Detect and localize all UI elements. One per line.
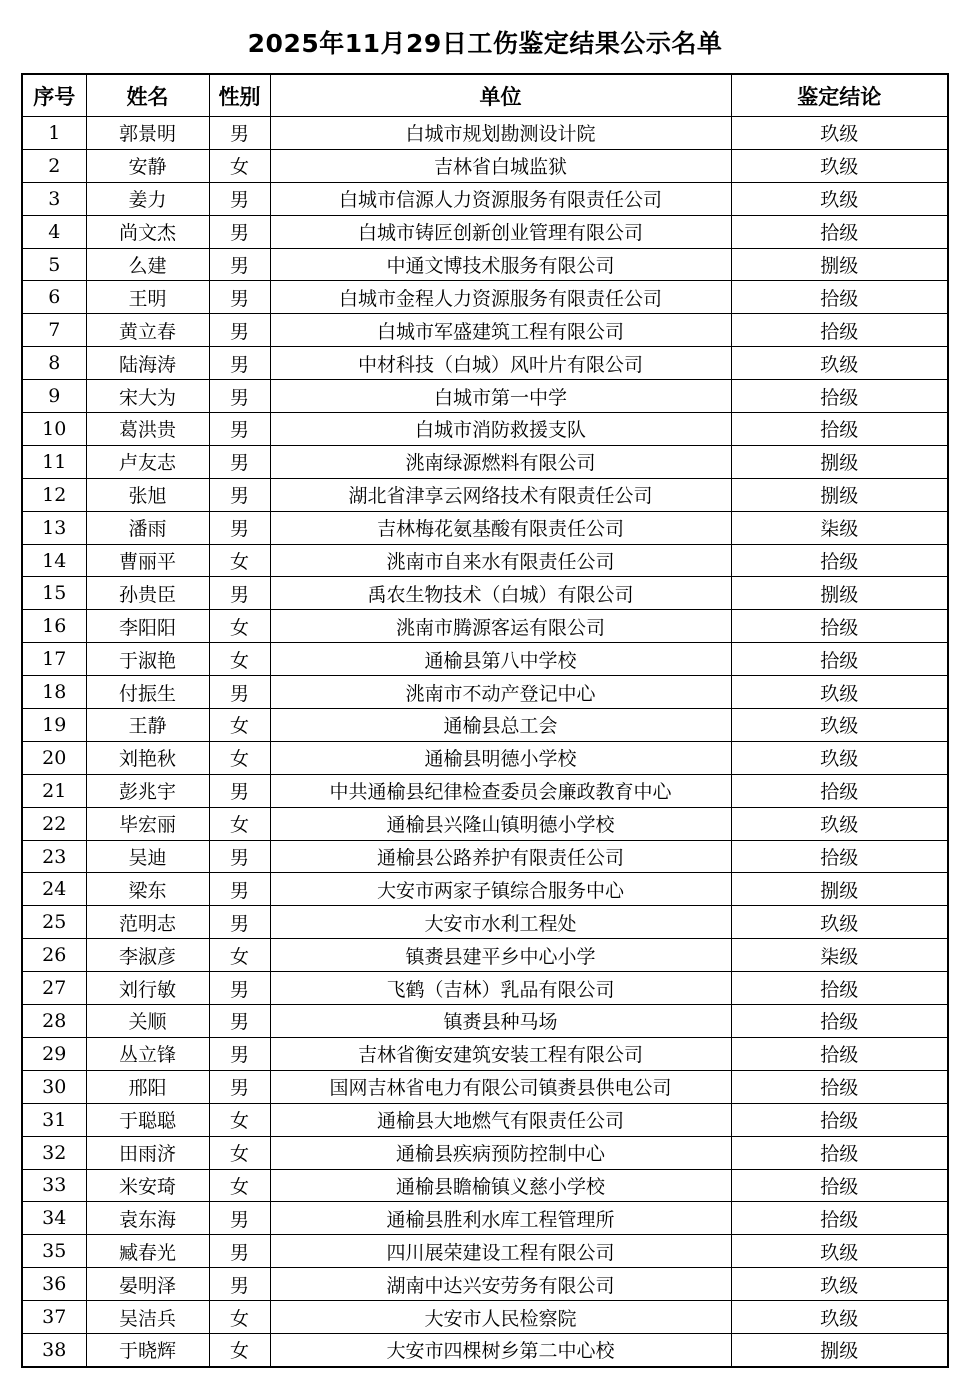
cell-name: 米安琦	[86, 1169, 209, 1202]
cell-gender: 女	[209, 149, 270, 182]
cell-gender: 男	[209, 281, 270, 314]
cell-gender: 男	[209, 840, 270, 873]
cell-gender: 男	[209, 248, 270, 281]
cell-unit: 禹农生物技术（白城）有限公司	[270, 577, 731, 610]
cell-name: 李阳阳	[86, 610, 209, 643]
cell-unit: 国网吉林省电力有限公司镇赉县供电公司	[270, 1070, 731, 1103]
cell-gender: 男	[209, 774, 270, 807]
cell-no: 35	[22, 1235, 86, 1268]
table-row	[22, 610, 948, 643]
cell-name: 刘艳秋	[86, 741, 209, 774]
table-row	[22, 577, 948, 610]
cell-no: 27	[22, 972, 86, 1005]
cell-name: 李淑彦	[86, 939, 209, 972]
cell-gender: 女	[209, 610, 270, 643]
cell-gender: 女	[209, 643, 270, 676]
cell-result: 玖级	[731, 149, 948, 182]
cell-unit: 吉林省衡安建筑安装工程有限公司	[270, 1037, 731, 1070]
table-row	[22, 380, 948, 413]
cell-unit: 通榆县第八中学校	[270, 643, 731, 676]
cell-unit: 四川展荣建设工程有限公司	[270, 1235, 731, 1268]
cell-name: 安静	[86, 149, 209, 182]
cell-name: 臧春光	[86, 1235, 209, 1268]
table-row	[22, 906, 948, 939]
cell-result: 捌级	[731, 478, 948, 511]
table-row	[22, 478, 948, 511]
page-title: 2025年11月29日工伤鉴定结果公示名单	[247, 29, 723, 58]
cell-gender: 男	[209, 1037, 270, 1070]
cell-no: 34	[22, 1202, 86, 1235]
cell-unit: 白城市军盛建筑工程有限公司	[270, 314, 731, 347]
cell-no: 32	[22, 1136, 86, 1169]
table-row	[22, 1202, 948, 1235]
column-header-no: 序号	[22, 74, 86, 117]
cell-name: 吴迪	[86, 840, 209, 873]
cell-result: 拾级	[731, 1202, 948, 1235]
cell-unit: 镇赉县种马场	[270, 1005, 731, 1038]
cell-no: 30	[22, 1070, 86, 1103]
cell-unit: 湖南中达兴安劳务有限公司	[270, 1268, 731, 1301]
cell-result: 玖级	[731, 347, 948, 380]
cell-name: 卢友志	[86, 445, 209, 478]
cell-no: 19	[22, 709, 86, 742]
cell-unit: 洮南市不动产登记中心	[270, 676, 731, 709]
table-row	[22, 314, 948, 347]
cell-no: 31	[22, 1103, 86, 1136]
cell-name: 关顺	[86, 1005, 209, 1038]
cell-result: 柒级	[731, 511, 948, 544]
cell-gender: 男	[209, 1070, 270, 1103]
cell-gender: 男	[209, 1202, 270, 1235]
cell-gender: 男	[209, 117, 270, 150]
cell-no: 7	[22, 314, 86, 347]
cell-name: 王明	[86, 281, 209, 314]
cell-result: 捌级	[731, 577, 948, 610]
column-header-name: 姓名	[86, 74, 209, 117]
cell-result: 捌级	[731, 1333, 948, 1366]
table-row	[22, 939, 948, 972]
cell-no: 33	[22, 1169, 86, 1202]
cell-result: 玖级	[731, 709, 948, 742]
table-row	[22, 281, 948, 314]
table-body	[22, 117, 948, 1367]
cell-unit: 白城市规划勘测设计院	[270, 117, 731, 150]
table-row	[22, 840, 948, 873]
cell-unit: 白城市金程人力资源服务有限责任公司	[270, 281, 731, 314]
cell-no: 5	[22, 248, 86, 281]
cell-name: 袁东海	[86, 1202, 209, 1235]
cell-gender: 女	[209, 1169, 270, 1202]
column-header-unit: 单位	[270, 74, 731, 117]
table-row	[22, 741, 948, 774]
cell-result: 柒级	[731, 939, 948, 972]
cell-result: 拾级	[731, 215, 948, 248]
cell-no: 26	[22, 939, 86, 972]
table-row	[22, 149, 948, 182]
cell-gender: 男	[209, 215, 270, 248]
cell-result: 拾级	[731, 1103, 948, 1136]
cell-gender: 男	[209, 1005, 270, 1038]
table-row	[22, 215, 948, 248]
cell-unit: 通榆县疾病预防控制中心	[270, 1136, 731, 1169]
cell-result: 拾级	[731, 380, 948, 413]
cell-no: 2	[22, 149, 86, 182]
cell-unit: 洮南市腾源客运有限公司	[270, 610, 731, 643]
table-row	[22, 807, 948, 840]
cell-no: 3	[22, 182, 86, 215]
cell-no: 17	[22, 643, 86, 676]
cell-name: 宋大为	[86, 380, 209, 413]
cell-no: 4	[22, 215, 86, 248]
cell-unit: 中材科技（白城）风叶片有限公司	[270, 347, 731, 380]
cell-no: 14	[22, 544, 86, 577]
table-row	[22, 347, 948, 380]
cell-unit: 通榆县公路养护有限责任公司	[270, 840, 731, 873]
table-header-row	[22, 74, 948, 117]
cell-result: 玖级	[731, 1301, 948, 1334]
cell-no: 9	[22, 380, 86, 413]
cell-name: 范明志	[86, 906, 209, 939]
cell-unit: 通榆县大地燃气有限责任公司	[270, 1103, 731, 1136]
table-row	[22, 774, 948, 807]
cell-result: 玖级	[731, 807, 948, 840]
cell-result: 捌级	[731, 873, 948, 906]
cell-unit: 大安市水利工程处	[270, 906, 731, 939]
cell-name: 潘雨	[86, 511, 209, 544]
table-row	[22, 445, 948, 478]
cell-no: 37	[22, 1301, 86, 1334]
cell-name: 于聪聪	[86, 1103, 209, 1136]
cell-name: 郭景明	[86, 117, 209, 150]
cell-unit: 通榆县瞻榆镇义慈小学校	[270, 1169, 731, 1202]
cell-name: 姜力	[86, 182, 209, 215]
results-table	[21, 73, 949, 1368]
cell-no: 13	[22, 511, 86, 544]
table-row	[22, 413, 948, 446]
cell-result: 拾级	[731, 1037, 948, 1070]
cell-gender: 男	[209, 445, 270, 478]
table-row	[22, 1005, 948, 1038]
cell-name: 么建	[86, 248, 209, 281]
table-row	[22, 676, 948, 709]
table-row	[22, 873, 948, 906]
cell-no: 11	[22, 445, 86, 478]
cell-result: 拾级	[731, 1070, 948, 1103]
cell-unit: 大安市人民检察院	[270, 1301, 731, 1334]
cell-gender: 女	[209, 807, 270, 840]
cell-unit: 通榆县胜利水库工程管理所	[270, 1202, 731, 1235]
cell-no: 8	[22, 347, 86, 380]
table-row	[22, 544, 948, 577]
table-row	[22, 248, 948, 281]
cell-gender: 男	[209, 1268, 270, 1301]
cell-result: 玖级	[731, 1268, 948, 1301]
cell-result: 拾级	[731, 281, 948, 314]
cell-unit: 飞鹤（吉林）乳品有限公司	[270, 972, 731, 1005]
cell-unit: 洮南绿源燃料有限公司	[270, 445, 731, 478]
cell-no: 10	[22, 413, 86, 446]
cell-name: 田雨济	[86, 1136, 209, 1169]
cell-no: 12	[22, 478, 86, 511]
cell-gender: 女	[209, 544, 270, 577]
cell-no: 22	[22, 807, 86, 840]
cell-unit: 大安市四棵树乡第二中心校	[270, 1333, 731, 1366]
cell-result: 玖级	[731, 906, 948, 939]
column-header-result: 鉴定结论	[731, 74, 948, 117]
cell-name: 彭兆宇	[86, 774, 209, 807]
cell-result: 玖级	[731, 676, 948, 709]
table-row	[22, 1301, 948, 1334]
cell-name: 孙贵臣	[86, 577, 209, 610]
cell-unit: 大安市两家子镇综合服务中心	[270, 873, 731, 906]
cell-unit: 白城市铸匠创新创业管理有限公司	[270, 215, 731, 248]
cell-unit: 通榆县明德小学校	[270, 741, 731, 774]
cell-name: 黄立春	[86, 314, 209, 347]
cell-result: 玖级	[731, 182, 948, 215]
cell-no: 18	[22, 676, 86, 709]
table-row	[22, 1037, 948, 1070]
cell-gender: 女	[209, 1103, 270, 1136]
cell-result: 拾级	[731, 774, 948, 807]
cell-result: 捌级	[731, 445, 948, 478]
cell-name: 付振生	[86, 676, 209, 709]
cell-unit: 湖北省津享云网络技术有限责任公司	[270, 478, 731, 511]
cell-no: 20	[22, 741, 86, 774]
cell-name: 于淑艳	[86, 643, 209, 676]
cell-result: 拾级	[731, 972, 948, 1005]
cell-gender: 男	[209, 511, 270, 544]
cell-result: 玖级	[731, 741, 948, 774]
cell-name: 陆海涛	[86, 347, 209, 380]
cell-result: 捌级	[731, 248, 948, 281]
cell-name: 刘行敏	[86, 972, 209, 1005]
cell-no: 24	[22, 873, 86, 906]
cell-gender: 男	[209, 478, 270, 511]
cell-unit: 中通文博技术服务有限公司	[270, 248, 731, 281]
cell-gender: 女	[209, 709, 270, 742]
cell-gender: 男	[209, 380, 270, 413]
table-row	[22, 1333, 948, 1366]
cell-gender: 女	[209, 741, 270, 774]
cell-no: 25	[22, 906, 86, 939]
cell-name: 丛立锋	[86, 1037, 209, 1070]
cell-gender: 男	[209, 413, 270, 446]
cell-result: 拾级	[731, 1005, 948, 1038]
cell-gender: 男	[209, 314, 270, 347]
cell-unit: 白城市第一中学	[270, 380, 731, 413]
cell-gender: 男	[209, 347, 270, 380]
cell-result: 拾级	[731, 1136, 948, 1169]
cell-result: 拾级	[731, 544, 948, 577]
table-row	[22, 1070, 948, 1103]
cell-gender: 男	[209, 972, 270, 1005]
cell-gender: 男	[209, 1235, 270, 1268]
cell-unit: 通榆县总工会	[270, 709, 731, 742]
cell-no: 36	[22, 1268, 86, 1301]
cell-name: 尚文杰	[86, 215, 209, 248]
cell-unit: 白城市信源人力资源服务有限责任公司	[270, 182, 731, 215]
cell-name: 王静	[86, 709, 209, 742]
cell-gender: 女	[209, 1136, 270, 1169]
cell-result: 拾级	[731, 314, 948, 347]
cell-gender: 男	[209, 873, 270, 906]
cell-gender: 女	[209, 1301, 270, 1334]
cell-gender: 女	[209, 1333, 270, 1366]
cell-gender: 男	[209, 906, 270, 939]
cell-result: 玖级	[731, 117, 948, 150]
cell-result: 拾级	[731, 840, 948, 873]
cell-result: 拾级	[731, 643, 948, 676]
cell-unit: 白城市消防救援支队	[270, 413, 731, 446]
cell-unit: 镇赉县建平乡中心小学	[270, 939, 731, 972]
cell-no: 15	[22, 577, 86, 610]
table-row	[22, 643, 948, 676]
table-row	[22, 709, 948, 742]
table-row	[22, 1136, 948, 1169]
cell-gender: 男	[209, 577, 270, 610]
table-row	[22, 511, 948, 544]
table-row	[22, 972, 948, 1005]
table-row	[22, 1268, 948, 1301]
cell-result: 拾级	[731, 413, 948, 446]
cell-name: 吴洁兵	[86, 1301, 209, 1334]
cell-no: 29	[22, 1037, 86, 1070]
cell-result: 玖级	[731, 1235, 948, 1268]
cell-unit: 洮南市自来水有限责任公司	[270, 544, 731, 577]
cell-name: 邢阳	[86, 1070, 209, 1103]
cell-name: 葛洪贵	[86, 413, 209, 446]
column-header-gender: 性别	[209, 74, 270, 117]
cell-name: 晏明泽	[86, 1268, 209, 1301]
cell-result: 拾级	[731, 610, 948, 643]
cell-unit: 中共通榆县纪律检查委员会廉政教育中心	[270, 774, 731, 807]
table-row	[22, 1103, 948, 1136]
cell-no: 38	[22, 1333, 86, 1366]
cell-no: 21	[22, 774, 86, 807]
cell-name: 张旭	[86, 478, 209, 511]
cell-no: 6	[22, 281, 86, 314]
cell-no: 23	[22, 840, 86, 873]
cell-name: 梁东	[86, 873, 209, 906]
cell-no: 16	[22, 610, 86, 643]
cell-unit: 吉林省白城监狱	[270, 149, 731, 182]
cell-no: 1	[22, 117, 86, 150]
table-row	[22, 1169, 948, 1202]
cell-result: 拾级	[731, 1169, 948, 1202]
cell-unit: 吉林梅花氨基酸有限责任公司	[270, 511, 731, 544]
table-row	[22, 117, 948, 150]
cell-name: 于晓辉	[86, 1333, 209, 1366]
cell-gender: 男	[209, 182, 270, 215]
cell-gender: 男	[209, 676, 270, 709]
cell-unit: 通榆县兴隆山镇明德小学校	[270, 807, 731, 840]
table-row	[22, 182, 948, 215]
cell-name: 曹丽平	[86, 544, 209, 577]
cell-gender: 女	[209, 939, 270, 972]
cell-name: 毕宏丽	[86, 807, 209, 840]
cell-no: 28	[22, 1005, 86, 1038]
table-row	[22, 1235, 948, 1268]
